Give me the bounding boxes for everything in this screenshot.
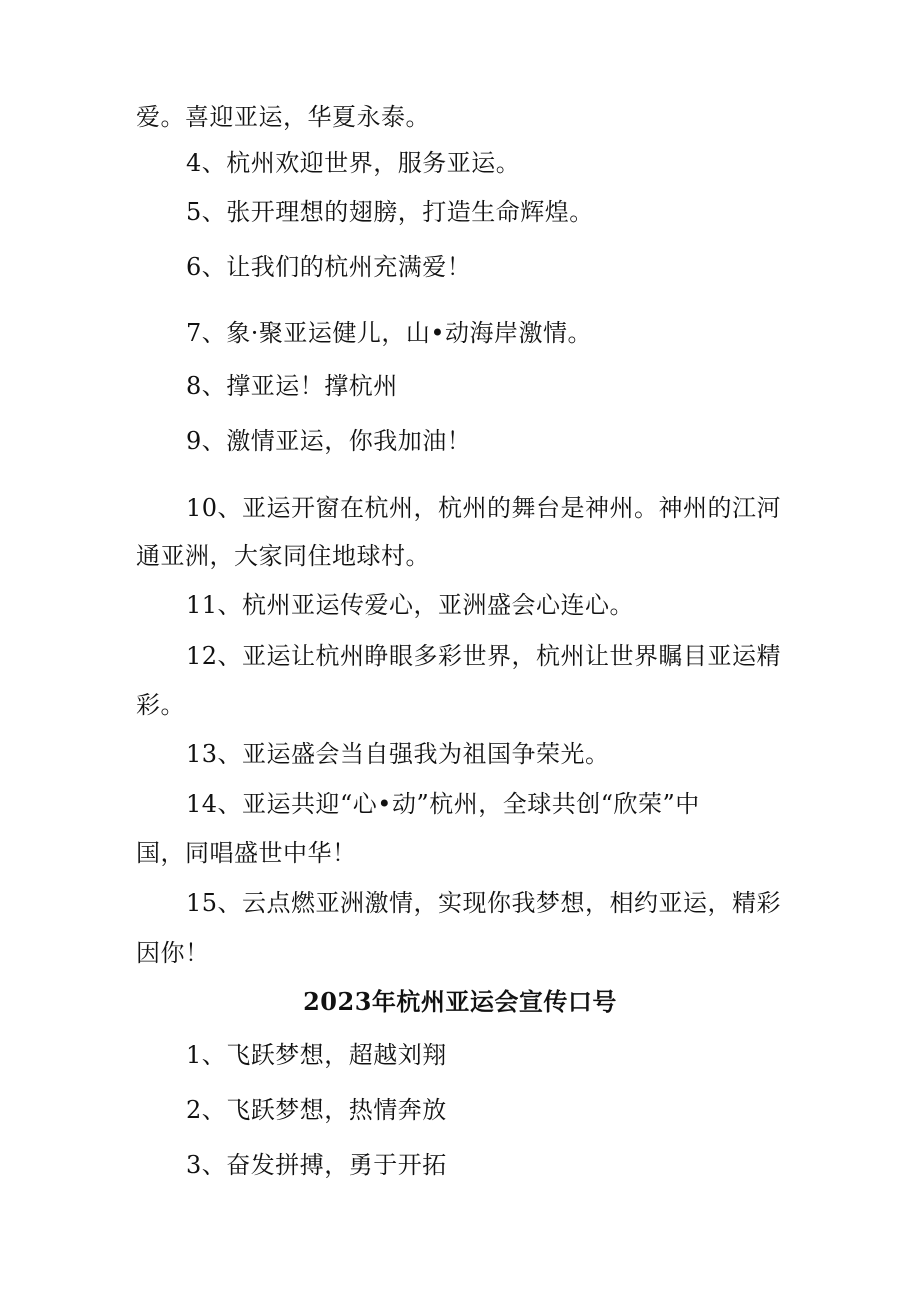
slogan-item-12-continuation: 彩。 <box>136 691 185 719</box>
slogan-item-14: 14、亚运共迎“心•动”杭州，全球共创“欣荣”中 <box>186 790 700 818</box>
slogan-item-8: 8、撑亚运！撑杭州 <box>186 372 398 400</box>
slogan-item-13: 13、亚运盛会当自强我为祖国争荣光。 <box>186 740 610 768</box>
slogan-item-5: 5、张开理想的翅膀，打造生命辉煌。 <box>186 198 594 226</box>
slogan-item-9: 9、激情亚运，你我加油！ <box>186 427 472 455</box>
slogan-item-4: 4、杭州欢迎世界，服务亚运。 <box>186 149 521 177</box>
slogan-item-15: 15、云点燃亚洲激情，实现你我梦想，相约亚运，精彩 <box>186 889 782 917</box>
slogan-item-14-continuation: 国，同唱盛世中华！ <box>136 839 357 867</box>
slogan-item-15-continuation: 因你！ <box>136 939 210 967</box>
section-title: 2023年杭州亚运会宣传口号 <box>303 987 617 1016</box>
slogan-item-7: 7、象·聚亚运健儿，山•动海岸激情。 <box>186 319 593 347</box>
slogan-item-11: 11、杭州亚运传爱心，亚洲盛会心连心。 <box>186 591 635 619</box>
slogan-item-12: 12、亚运让杭州睁眼多彩世界，杭州让世界瞩目亚运精 <box>186 642 782 670</box>
slogan-item-10: 10、亚运开窗在杭州，杭州的舞台是神州。神州的江河 <box>186 494 782 522</box>
slogan-item-6: 6、让我们的杭州充满爱！ <box>186 253 472 281</box>
section-slogan-3: 3、奋发拼搏，勇于开拓 <box>186 1151 447 1179</box>
text-line-continuation: 爱。喜迎亚运，华夏永泰。 <box>136 103 430 131</box>
section-slogan-2: 2、飞跃梦想，热情奔放 <box>186 1096 447 1124</box>
slogan-item-10-continuation: 通亚洲，大家同住地球村。 <box>136 542 430 570</box>
section-slogan-1: 1、飞跃梦想，超越刘翔 <box>186 1041 447 1069</box>
